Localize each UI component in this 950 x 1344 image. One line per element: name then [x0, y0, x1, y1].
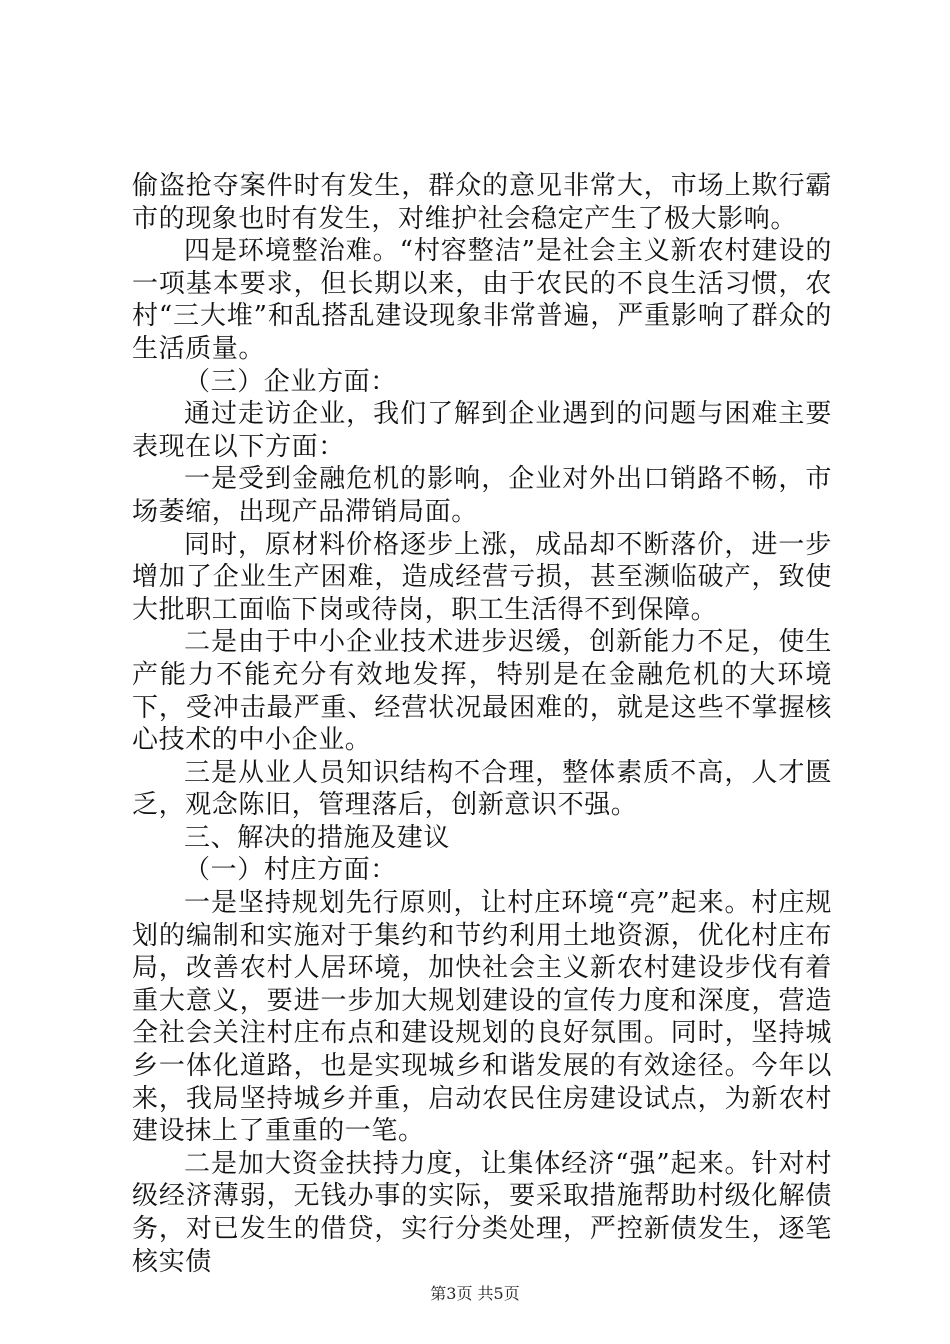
paragraph-financial-crisis: 一是受到金融危机的影响，企业对外出口销路不畅，市场萎缩，出现产品滞销局面。: [132, 464, 832, 527]
paragraph-environment: 四是环境整治难。“村容整洁”是社会主义新农村建设的一项基本要求，但长期以来，由于农民的不良生活习惯，农村“三大堆”和乱搭乱建设现象非常普遍，严重影响了群众的生活质量。: [132, 236, 832, 364]
paragraph-raw-materials: 同时，原材料价格逐步上涨，成品却不断落价，进一步增加了企业生产困难，造成经营亏损，甚至濒临破产，致使大批职工面临下岗或待岗，职工生活得不到保障。: [132, 529, 832, 625]
heading-measures: 三、解决的措施及建议: [184, 822, 451, 853]
paragraph-planning: 一是坚持规划先行原则，让村庄环境“亮”起来。村庄规划的编制和实施对于集约和节约利用土地资源，优化村庄布局，改善农村人居环境，加快社会主义新农村建设步伐有着重大意义，要进一步加大规划建设的宣传力度和深度，营造全社会关注村庄布点和建设规划的良好氛围。同时，坚持城乡一体化道路，也是实现城乡和谐发展的有效途径。今年以来，我局坚持城乡并重，启动农民住房建设试点，为新农村建设抹上了重重的一笔。: [132, 888, 832, 1147]
page-footer: 第3页 共5页: [430, 1284, 520, 1303]
document-body: [132, 170, 832, 1278]
paragraph-continued: 偷盗抢夺案件时有发生，群众的意见非常大，市场上欺行霸市的现象也时有发生，对维护社会稳定产生了极大影响。: [132, 171, 832, 234]
paragraph-staff-quality: 三是从业人员知识结构不合理，整体素质不高，人才匮乏，观念陈旧，管理落后，创新意识不强。: [132, 757, 832, 821]
paragraph-technology: 二是由于中小企业技术进步迟缓，创新能力不足，使生产能力不能充分有效地发挥，特别是在金融危机的大环境下，受冲击最严重、经营状况最困难的，就是这些不掌握核心技术的中小企业。: [132, 627, 832, 756]
heading-village: （一）村庄方面：: [184, 855, 397, 886]
paragraph-funding: 二是加大资金扶持力度，让集体经济“强”起来。针对村级经济薄弱，无钱办事的实际，要采取措施帮助村级化解债务，对已发生的借贷，实行分类处理，严控新债发生，逐笔核实债: [132, 1148, 832, 1277]
heading-enterprise: （三）企业方面：: [184, 366, 397, 397]
paragraph-enterprise-intro: 通过走访企业，我们了解到企业遇到的问题与困难主要表现在以下方面：: [132, 399, 832, 462]
